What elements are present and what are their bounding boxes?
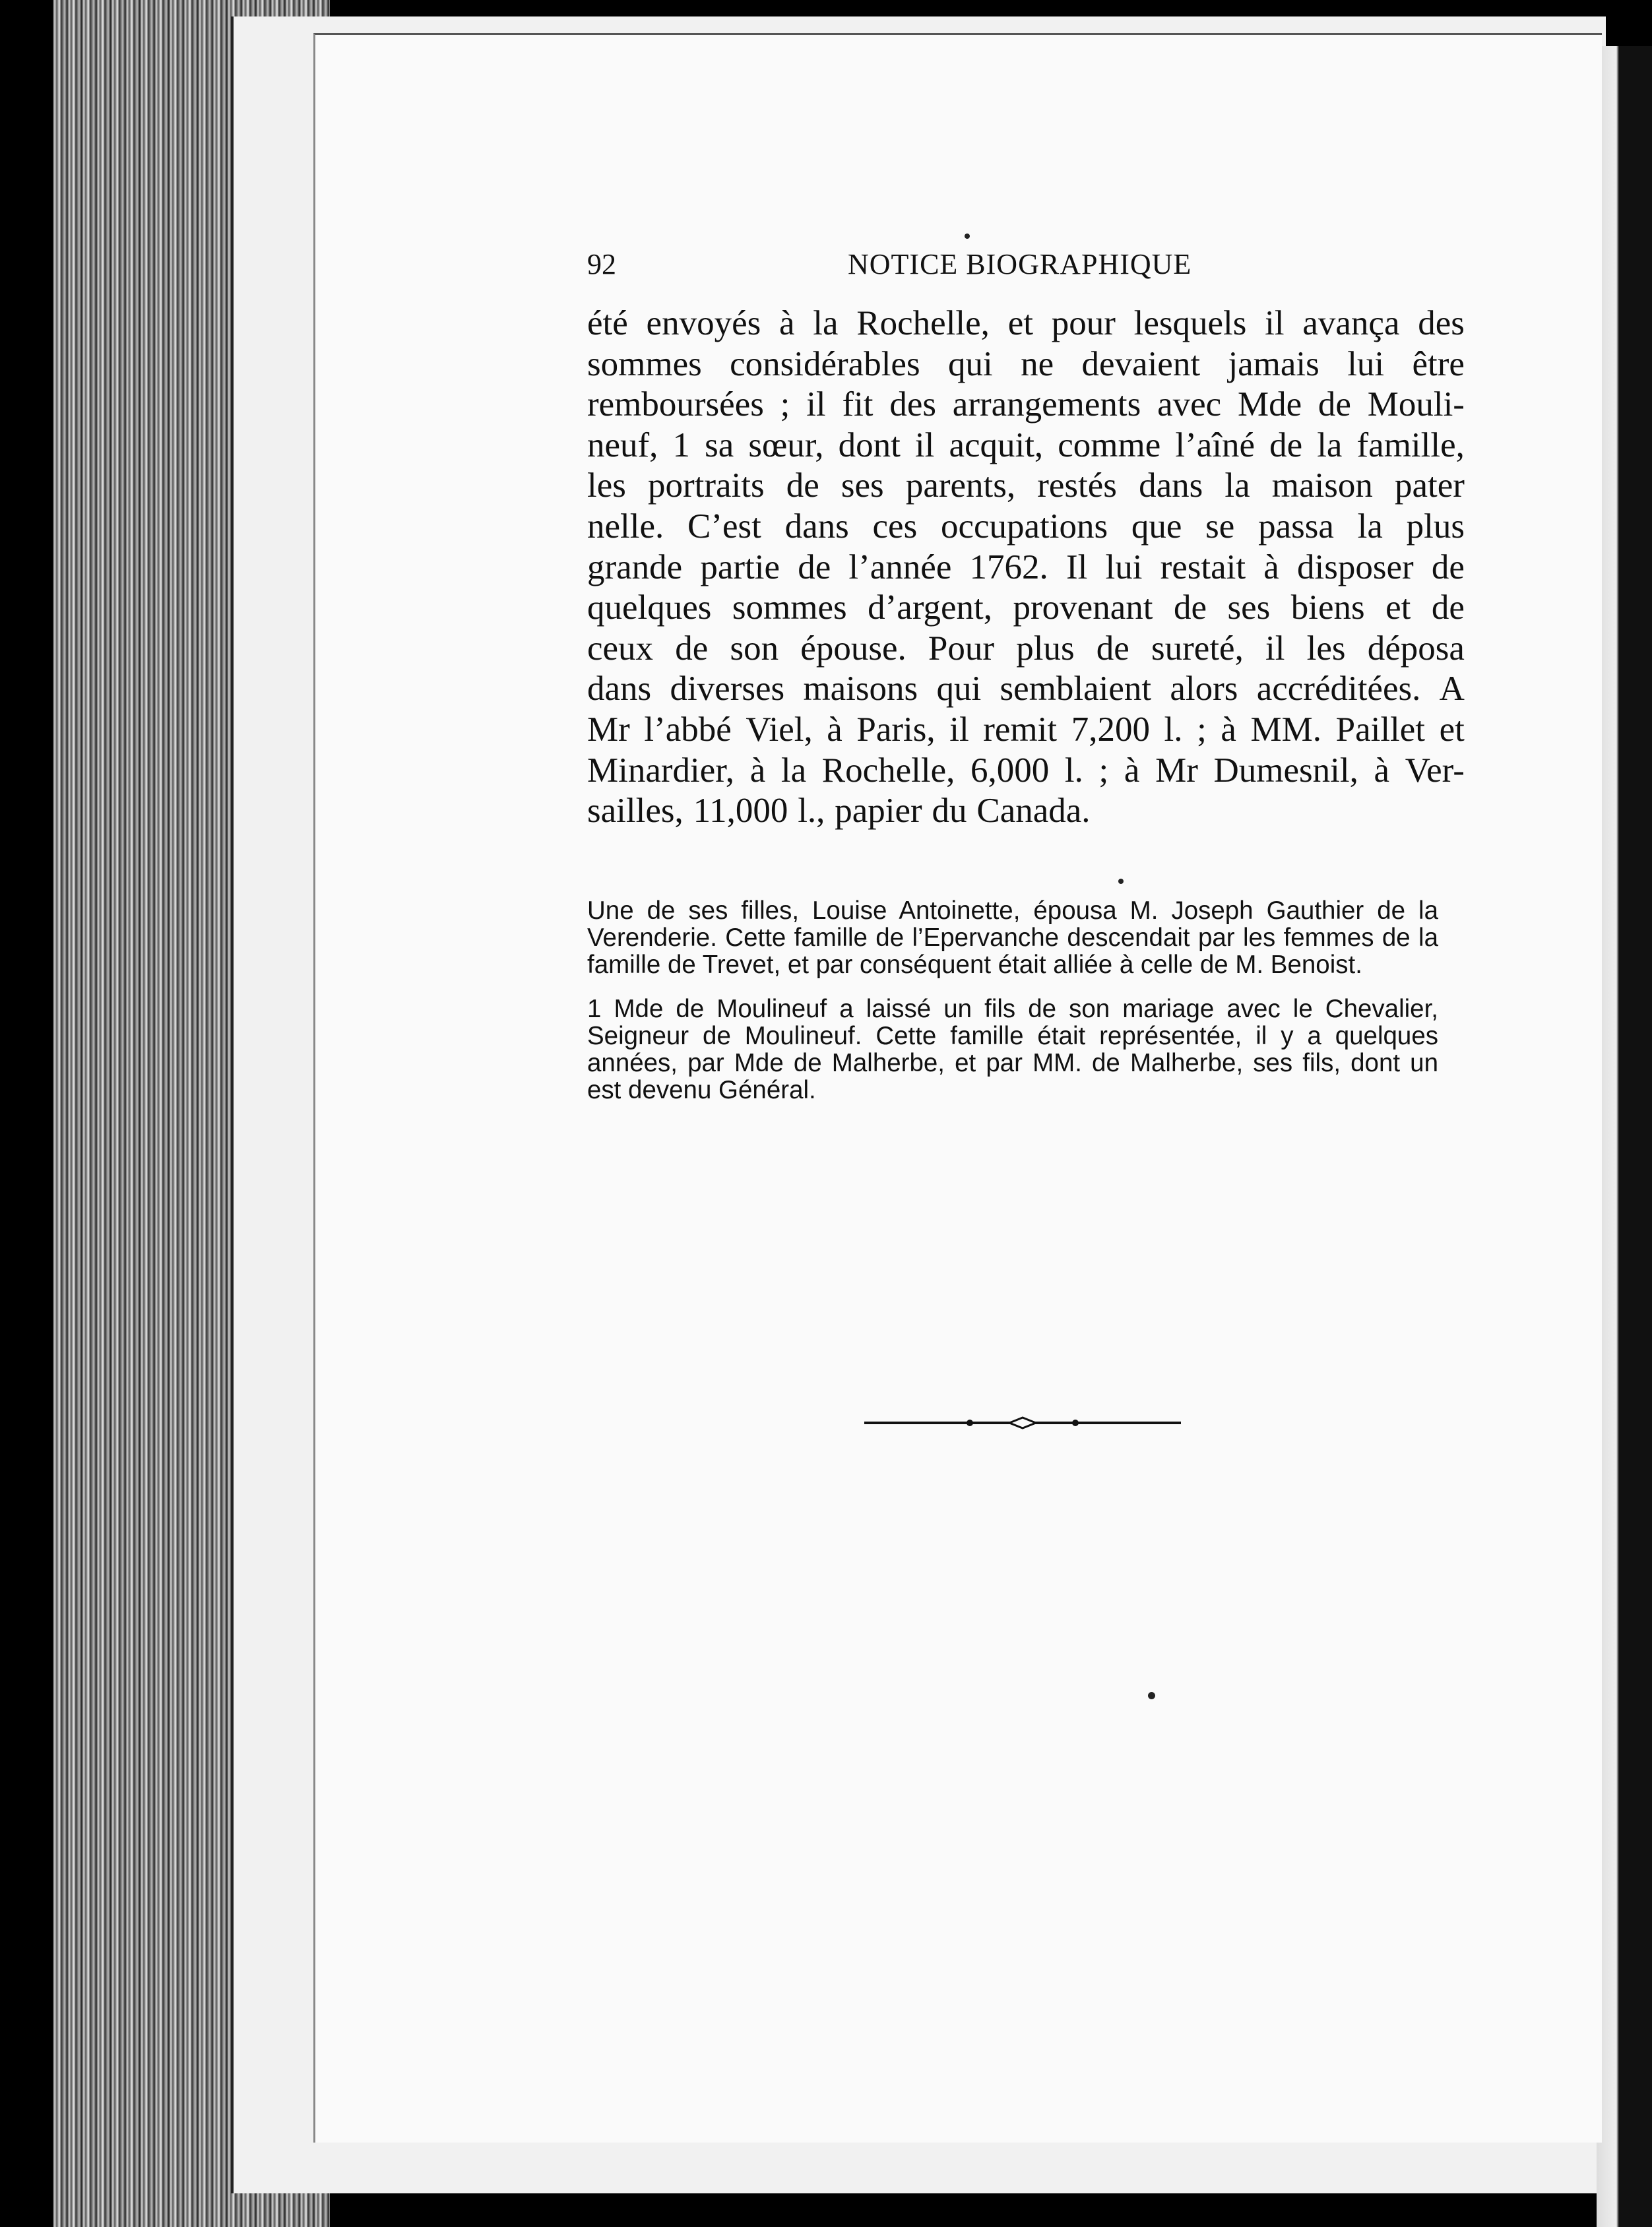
page-number: 92	[587, 248, 616, 280]
footnote: Une de ses filles, Louise Antoinette, épousa M. Joseph Gauthier de la Verenderie. Cette famille de l’Epervanche descendait par les femmes de la famille de Trevet, et par conséquent était alliée à celle de M. Benoist.	[587, 896, 1438, 979]
text-line: ceux de son épouse. Pour plus de sureté, il les déposa	[587, 629, 1465, 668]
running-title: NOTICE BIOGRAPHIQUE	[848, 248, 1192, 280]
book-right-edge	[1597, 46, 1652, 2227]
text-line: grande partie de l’année 1762. Il lui restait à disposer de	[587, 548, 1465, 586]
main-text	[587, 303, 1465, 832]
text-line: Minardier, à la Rochelle, 6,000 l. ; à Mr Dumesnil, à Ver-	[587, 751, 1465, 790]
footnote: 1 Mde de Moulineuf a laissé un fils de son mariage avec le Chevalier, Seigneur de Moulineuf. Cette famille était représentée, il y a quelques années, par Mde de Malherbe, et par MM. de Malherbe, ses fils, dont un est devenu Général.	[587, 995, 1438, 1104]
text-line: Mr l’abbé Viel, à Paris, il remit 7,200 l. ; à MM. Paillet et	[587, 710, 1465, 749]
text-line: les portraits de ses parents, restés dans la maison pater	[587, 466, 1465, 505]
ornamental-rule	[864, 1415, 1181, 1431]
speck	[1118, 879, 1124, 884]
page-header	[587, 247, 1201, 284]
text-line: quelques sommes d’argent, provenant de ses biens et de	[587, 588, 1465, 627]
text-line: été envoyés à la Rochelle, et pour lesquels il avança des	[587, 304, 1465, 342]
text-line: dans diverses maisons qui semblaient alors accréditées. A	[587, 670, 1465, 708]
text-line: neuf, 1 sa sœur, dont il acquit, comme l’aîné de la famille,	[587, 425, 1465, 464]
speck	[965, 234, 970, 239]
footnotes	[587, 897, 1438, 1104]
text-line: sommes considérables qui ne devaient jamais lui être	[587, 344, 1465, 383]
text-line: remboursées ; il fit des arrangements avec Mde de Mouli-	[587, 385, 1465, 424]
speck	[1148, 1692, 1155, 1699]
text-line: nelle. C’est dans ces occupations que se passa la plus	[587, 507, 1465, 546]
text-line: sailles, 11,000 l., papier du Canada.	[587, 792, 1091, 831]
